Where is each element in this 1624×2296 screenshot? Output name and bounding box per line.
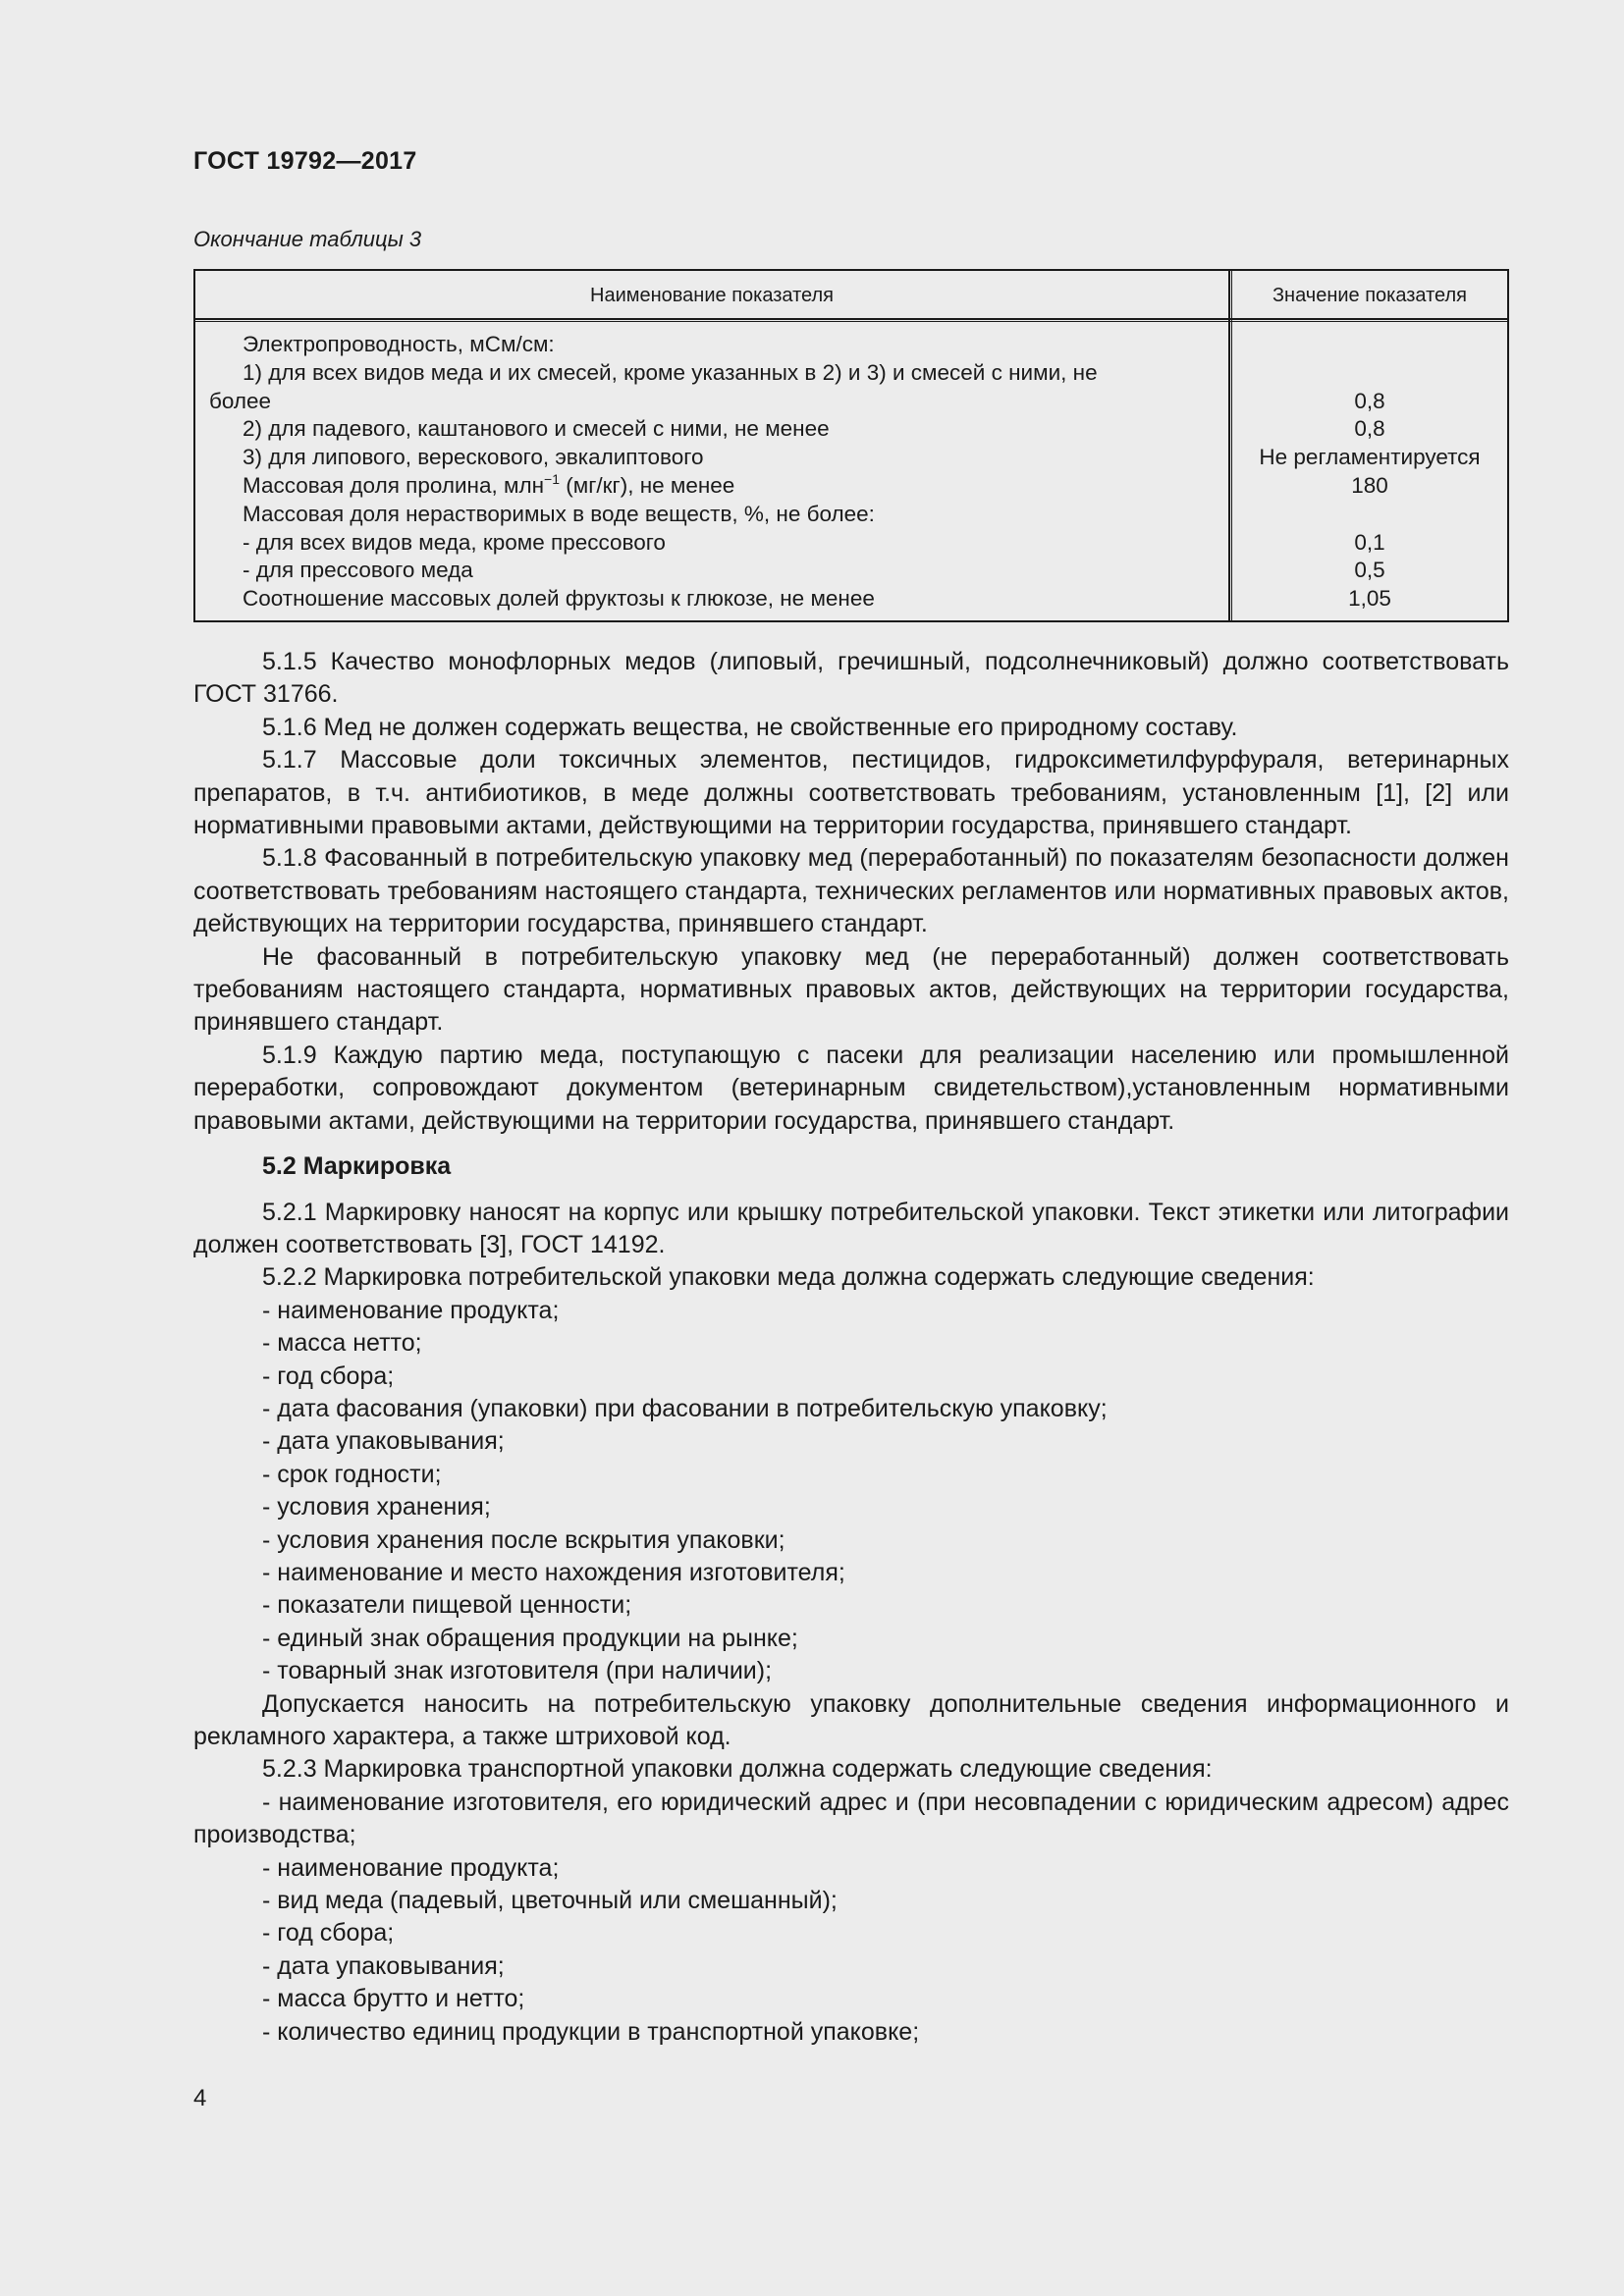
table-header bbox=[195, 271, 1507, 320]
paragraph-5-1-9: 5.1.9 Каждую партию меда, поступающую с пасеки для реализации населению или промышленной переработки, сопровождают документом (ветеринарным свидетельством),установленным нормативными правовыми актами, действующими на территории государства, принявшего стандарт. bbox=[193, 1041, 1509, 1135]
table-row bbox=[195, 585, 1507, 614]
list-item: - вид меда (падевый, цветочный или смешанный); bbox=[262, 1887, 838, 1915]
row-name-text-after: (мг/кг), не менее bbox=[559, 472, 735, 498]
row-value: 180 bbox=[1351, 472, 1388, 498]
list-item: - масса брутто и нетто; bbox=[262, 1985, 525, 2013]
document-code: ГОСТ 19792—2017 bbox=[193, 147, 417, 175]
list-item: - наименование продукта; bbox=[262, 1853, 560, 1882]
list-item: - дата упаковывания; bbox=[262, 1951, 505, 1980]
row-value: 0,5 bbox=[1354, 558, 1385, 583]
table-row bbox=[195, 529, 1507, 558]
paragraph-5-1-6: 5.1.6 Мед не должен содержать вещества, не свойственные его природному составу. bbox=[262, 713, 1238, 741]
row-value: Не регламентируется bbox=[1259, 445, 1481, 470]
table-row bbox=[195, 501, 1507, 529]
section-heading: 5.2 Маркировка bbox=[262, 1152, 452, 1181]
table-row bbox=[195, 388, 1507, 416]
table-row bbox=[195, 444, 1507, 472]
list-item: - наименование продукта; bbox=[262, 1296, 560, 1324]
row-name: Соотношение массовых долей фруктозы к глюкозе, не менее bbox=[243, 586, 875, 612]
table-row bbox=[195, 331, 1507, 359]
paragraph-5-1-8-b: Не фасованный в потребительскую упаковку мед (не переработанный) должен соответствовать требованиям настоящего стандарта, нормативных правовых актов, действующих на территории государства, принявшего стандарт. bbox=[193, 942, 1509, 1037]
indicators-table bbox=[193, 269, 1509, 622]
list-item: - товарный знак изготовителя (при наличии); bbox=[262, 1657, 773, 1685]
row-name-text: Массовая доля пролина, млн bbox=[243, 472, 545, 498]
paragraph-5-2-2: 5.2.2 Маркировка потребительской упаковки меда должна содержать следующие сведения: bbox=[262, 1263, 1315, 1292]
table-caption: Окончание таблицы 3 bbox=[193, 227, 422, 251]
column-header-name: Наименование показателя bbox=[590, 285, 834, 306]
row-name: - для прессового меда bbox=[243, 558, 473, 583]
row-name: 3) для липового, верескового, эвкалиптового bbox=[243, 445, 704, 470]
paragraph-5-2-3: 5.2.3 Маркировка транспортной упаковки должна содержать следующие сведения: bbox=[262, 1755, 1213, 1784]
row-value: 0,8 bbox=[1354, 416, 1385, 442]
header-double-rule bbox=[195, 321, 1507, 322]
table-row bbox=[195, 359, 1507, 388]
list-item: - количество единиц продукции в транспортной упаковке; bbox=[262, 2017, 920, 2046]
list-item: - дата упаковывания; bbox=[262, 1427, 505, 1456]
row-name: Электропроводность, мСм/см: bbox=[243, 332, 555, 356]
row-value: 0,8 bbox=[1354, 388, 1385, 413]
table-body bbox=[195, 331, 1507, 614]
body-text bbox=[193, 646, 1509, 2049]
list-item: - год сбора; bbox=[262, 1362, 395, 1390]
list-item: - показатели пищевой ценности; bbox=[262, 1591, 632, 1620]
column-header-value: Значение показателя bbox=[1272, 285, 1468, 306]
row-value: 1,05 bbox=[1348, 586, 1391, 612]
row-name-proline bbox=[243, 472, 1224, 501]
paragraph-5-1-8: 5.1.8 Фасованный в потребительскую упаковку мед (переработанный) по показателям безопасности должен соответствовать требованиям настоящего стандарта, технических регламентов или нормативных правовых актов, действующих на территории государства, принявшего стандарт. bbox=[193, 844, 1509, 938]
row-name: 1) для всех видов меда и их смесей, кроме указанных в 2) и 3) и смесей с ними, не bbox=[243, 359, 1098, 385]
page-number: 4 bbox=[193, 2085, 207, 2111]
list-item: - наименование изготовителя, его юридический адрес и (при несовпадении с юридическим адресом) адрес производства; bbox=[193, 1788, 1509, 1849]
list-item: - год сбора; bbox=[262, 1919, 395, 1948]
paragraph-5-2-1: 5.2.1 Маркировку наносят на корпус или крышку потребительской упаковки. Текст этикетки или литографии должен соответствовать [3], ГОСТ 14192. bbox=[193, 1198, 1509, 1258]
list-item: - срок годности; bbox=[262, 1460, 442, 1488]
list-item: - масса нетто; bbox=[262, 1329, 422, 1358]
paragraph-5-1-7: 5.1.7 Массовые доли токсичных элементов, пестицидов, гидроксиметилфурфураля, ветеринарных препаратов, в т.ч. антибиотиков, в меде должны соответствовать требованиям, установленным [1], [2] или нормативными правовыми актами, действующими на территории государства, принявшего стандарт. bbox=[193, 746, 1509, 840]
list-item: - единый знак обращения продукции на рынке; bbox=[262, 1624, 798, 1652]
row-name: 2) для падевого, каштанового и смесей с ними, не менее bbox=[243, 416, 830, 442]
table-row bbox=[195, 557, 1507, 585]
row-name: - для всех видов меда, кроме прессового bbox=[243, 529, 666, 555]
table-row bbox=[195, 472, 1507, 501]
paragraph-5-1-5: 5.1.5 Качество монофлорных медов (липовый, гречишный, подсолнечниковый) должно соответствовать ГОСТ 31766. bbox=[193, 648, 1509, 709]
table-row bbox=[195, 415, 1507, 444]
list-item: - наименование и место нахождения изготовителя; bbox=[262, 1558, 845, 1586]
list-item: - дата фасования (упаковки) при фасовании в потребительскую упаковку; bbox=[262, 1394, 1108, 1422]
document-page bbox=[193, 0, 1509, 2296]
list-item: - условия хранения; bbox=[262, 1493, 491, 1522]
paragraph-5-2-2-b: Допускается наносить на потребительскую упаковку дополнительные сведения информационного и рекламного характера, а также штриховой код. bbox=[193, 1689, 1509, 1750]
row-value: 0,1 bbox=[1354, 529, 1385, 555]
row-name: Массовая доля нерастворимых в воде веществ, %, не более: bbox=[243, 501, 875, 526]
superscript: −1 bbox=[544, 470, 560, 487]
row-name: более bbox=[209, 388, 272, 413]
list-item: - условия хранения после вскрытия упаковки; bbox=[262, 1525, 785, 1554]
